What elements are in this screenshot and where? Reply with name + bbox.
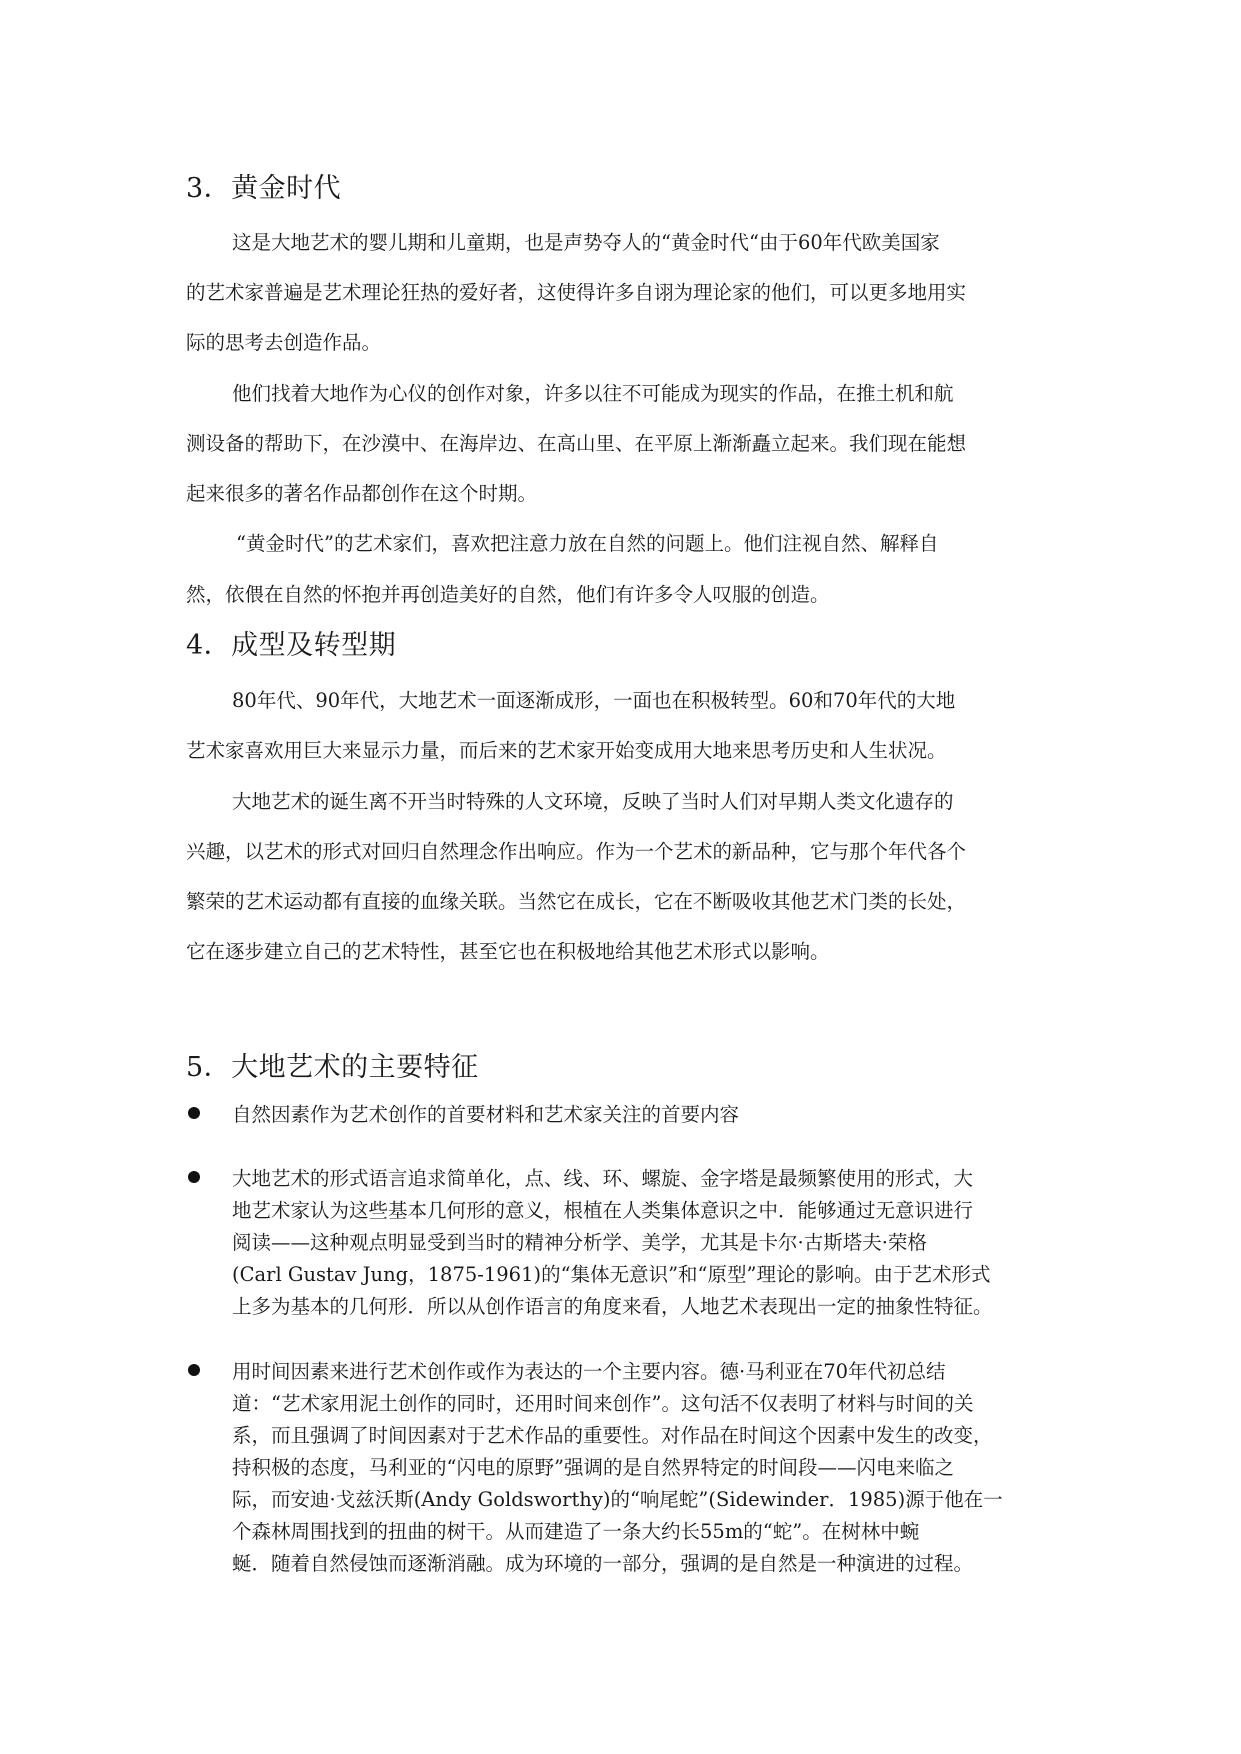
bullet-2-line-3: 阅读——这种观点明显受到当时的精神分析学、美学，尤其是卡尔·古斯塔夫·荣格 [232, 1231, 927, 1254]
bullet-dot-icon [188, 1171, 200, 1183]
bullet-2-line-5: 上多为基本的几何形．所以从创作语言的角度来看，人地艺术表现出一定的抽象性特征。 [232, 1295, 993, 1318]
bullet-dot-icon [188, 1107, 200, 1119]
bullet-2-line-4: (Carl Gustav Jung，1875-1961)的“集体无意识”和“原型”理论的影响。由于艺术形式 [232, 1263, 991, 1286]
bullet-dot-icon [188, 1364, 200, 1376]
s3-p2-line-3: 起来很多的著名作品都创作在这个时期。 [186, 482, 538, 505]
bullet-3-line-3: 系，而且强调了时间因素对于艺术作品的重要性。对作品在时间这个因素中发生的改变， [232, 1424, 993, 1447]
bullet-1-line-1: 自然因素作为艺术创作的首要材料和艺术家关注的首要内容 [232, 1103, 740, 1126]
bullet-3-line-5: 际，而安迪·戈兹沃斯(Andy Goldsworthy)的“响尾蛇”(Sidewinder．1985)源于他在一 [232, 1488, 1003, 1511]
bullet-2-line-2: 地艺术家认为这些基本几何形的意义，根植在人类集体意识之中．能够通过无意识进行 [232, 1199, 974, 1222]
bullet-3-line-2: 道：“艺术家用泥土创作的同时，还用时间来创作”。这句活不仅表明了材料与时间的关 [232, 1392, 974, 1415]
s3-p2-line-1: 他们找着大地作为心仪的创作对象，许多以往不可能成为现实的作品，在推土机和航 [232, 382, 954, 405]
section-5-heading: 5．大地艺术的主要特征 [186, 1052, 479, 1083]
s3-p3-line-1: “黄金时代”的艺术家们，喜欢把注意力放在自然的问题上。他们注视自然、解释自 [236, 532, 939, 555]
bullet-3-line-6: 个森林周围找到的扭曲的树干。从而建造了一条大约长55m的“蛇”。在树林中蜿 [232, 1520, 920, 1543]
section-3-heading: 3．黄金时代 [186, 173, 342, 204]
s3-p1-line-1: 这是大地艺术的婴儿期和儿童期，也是声势夺人的“黄金时代“由于60年代欧美国家 [232, 231, 940, 254]
s4-p1-line-1: 80年代、90年代，大地艺术一面逐渐成形，一面也在积极转型。60和70年代的大地 [232, 689, 956, 712]
s4-p2-line-1: 大地艺术的诞生离不开当时特殊的人文环境，反映了当时人们对早期人类文化遗存的 [232, 790, 954, 813]
s3-p1-line-3: 际的思考去创造作品。 [186, 331, 382, 354]
bullet-2-line-1: 大地艺术的形式语言追求简单化，点、线、环、螺旋、金字塔是最频繁使用的形式，大 [232, 1167, 974, 1190]
s4-p1-line-2: 艺术家喜欢用巨大来显示力量，而后来的艺术家开始变成用大地来思考历史和人生状况。 [186, 739, 947, 762]
bullet-3-line-4: 持积极的态度，马利亚的“闪电的原野”强调的是自然界特定的时间段——闪电来临之 [232, 1456, 954, 1479]
s4-p2-line-3: 繁荣的艺术运动都有直接的血缘关联。当然它在成长，它在不断吸收其他艺术门类的长处， [186, 890, 967, 913]
bullet-3-line-7: 蜒．随着自然侵蚀而逐渐消融。成为环境的一部分，强调的是自然是一种演进的过程。 [232, 1552, 974, 1575]
s4-p2-line-2: 兴趣，以艺术的形式对回归自然理念作出响应。作为一个艺术的新品种，它与那个年代各个 [186, 840, 967, 863]
s3-p2-line-2: 测设备的帮助下，在沙漠中、在海岸边、在高山里、在平原上渐渐矗立起来。我们现在能想 [186, 432, 967, 455]
s3-p1-line-2: 的艺术家普遍是艺术理论狂热的爱好者，这使得许多自诩为理论家的他们，可以更多地用实 [186, 281, 967, 304]
s4-p2-line-4: 它在逐步建立自己的艺术特性，甚至它也在积极地给其他艺术形式以影响。 [186, 940, 830, 963]
section-4-heading: 4．成型及转型期 [186, 630, 397, 661]
bullet-3-line-1: 用时间因素来进行艺术创作或作为表达的一个主要内容。德·马利亚在70年代初总结 [232, 1360, 946, 1383]
s3-p3-line-2: 然，依偎在自然的怀抱并再创造美好的自然，他们有许多令人叹服的创造。 [186, 583, 830, 606]
